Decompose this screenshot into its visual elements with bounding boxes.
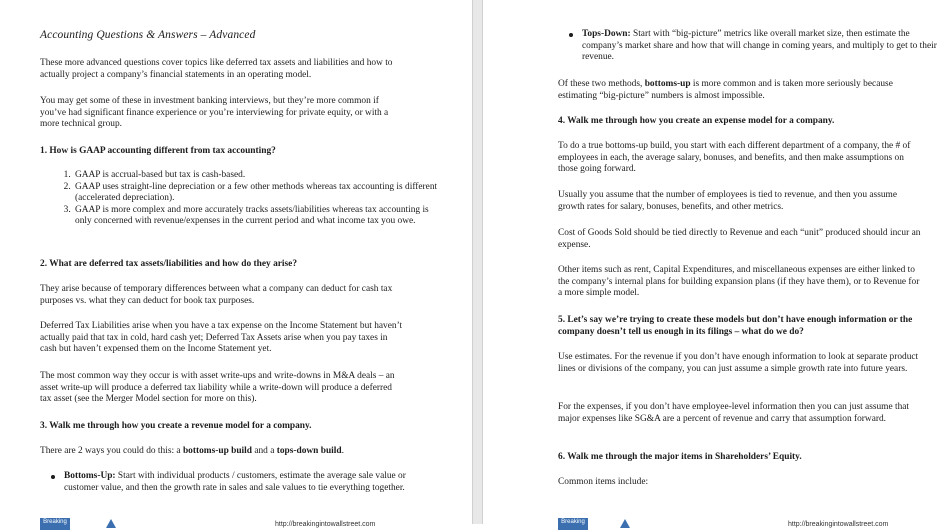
document-title: Accounting Questions & Answers – Advanced [40, 29, 256, 41]
question-5-heading: 5. Let’s say we’re trying to create these models but don’t have enough information or the company doesn’t tell us enough in its filings – what do we do? [558, 315, 913, 337]
question-4-heading: 4. Walk me through how you create an expense model for a company. [558, 116, 835, 126]
question-3-paragraph-1: There are 2 ways you could do this: a bottoms-up build and a tops-down build. [40, 446, 344, 456]
right-page [483, 0, 948, 528]
footer-logo-badge: Breaking [558, 518, 588, 530]
footer-logo-triangle-icon [620, 519, 630, 528]
question-4-paragraph-4: Other items such as rent, Capital Expenditures, and miscellaneous expenses are either linked to the company’s internal plans for building expansion plans (if they have them), or to Revenue for a more simple model. [558, 265, 920, 299]
question-2-paragraph-1: They arise because of temporary differences between what a company can deduct for cash tax purposes vs. what they can deduct for book tax purposes. [40, 284, 393, 306]
question-6-heading: 6. Walk me through the major items in Shareholders’ Equity. [558, 452, 802, 462]
question-4-paragraph-2: Usually you assume that the number of employees is tied to revenue, and then you assume growth rates for salary, bonuses, benefits, and other metrics. [558, 190, 897, 212]
question-4-paragraph-3: Cost of Goods Sold should be tied directly to Revenue and each “unit” produced should incur an expense. [558, 228, 921, 250]
revenue-build-list-continued [558, 29, 947, 64]
bullet-icon [51, 475, 55, 479]
question-2-heading: 2. What are deferred tax assets/liabilities and how do they arise? [40, 259, 298, 269]
question-4-paragraph-1: To do a true bottoms-up build, you start with each different department of a company, the # of employees in each, the average salary, bonuses, and benefits, and then make assumptions on those going forward. [558, 141, 911, 175]
left-page [0, 0, 472, 528]
methods-paragraph: Of these two methods, bottoms-up is more common and is taken more seriously because estimating “big-picture” numbers is almost impossible. [558, 79, 893, 101]
question-1-heading: 1. How is GAAP accounting different from tax accounting? [40, 146, 276, 156]
list-item: 3. GAAP is more complex and more accurately tracks assets/liabilities whereas tax accounting is only concerned with revenue/expenses in the current period and what income tax you owe. [73, 205, 438, 228]
list-item-tops-down: Tops-Down: Start with “big-picture” metrics like overall market size, then estimate the company’s market share and how that will change in coming years, and multiply to get to their revenue. [582, 29, 947, 64]
question-6-paragraph-1: Common items include: [558, 477, 649, 487]
page-gutter [472, 0, 483, 524]
question-5-paragraph-2: For the expenses, if you don’t have employee-level information then you can just assume that major expenses like SG&A are a percent of revenue and carry that assumption forward. [558, 402, 910, 424]
footer-logo-badge: Breaking [40, 518, 70, 530]
list-item: 1. GAAP is accrual-based but tax is cash-based. [73, 170, 438, 182]
footer-logo-triangle-icon [106, 519, 116, 528]
question-5-paragraph-1: Use estimates. For the revenue if you don’t have enough information to look at separate product lines or divisions of the company, you can just assume a simple growth rate into future years. [558, 352, 919, 374]
question-2-paragraph-2: Deferred Tax Liabilities arise when you have a tax expense on the Income Statement but haven’t actually paid that tax in cold, hard cash yet; Deferred Tax Assets arise when you pay taxes in cash but haven’t expensed them on the Income Statement yet. [40, 321, 403, 355]
revenue-build-list [40, 471, 429, 494]
question-2-paragraph-3: The most common way they occur is with asset write-ups and write-downs in M&A deals – an asset write-up will produce a deferred tax liability while a write-down will produce a deferred tax asset (see the Merger Model section for more on this). [40, 371, 395, 405]
question-3-heading: 3. Walk me through how you create a revenue model for a company. [40, 421, 312, 431]
footer-url: http://breakingintowallstreet.com [788, 521, 889, 528]
intro-paragraph-2: You may get some of these in investment banking interviews, but they’re more common if you’ve had significant finance experience or you’re interviewing for private equity, or with a more technical group. [40, 96, 389, 130]
question-1-list [40, 170, 438, 228]
list-item-bottoms-up: Bottoms-Up: Start with individual products / customers, estimate the average sale value or customer value, and then the growth rate in sales and sale values to tie everything together. [64, 471, 429, 494]
bullet-icon [569, 33, 573, 37]
list-item: 2. GAAP uses straight-line depreciation or a few other methods whereas tax accounting is different (accelerated depreciation). [73, 182, 438, 205]
intro-paragraph-1: These more advanced questions cover topics like deferred tax assets and liabilities and how to actually project a company’s financial statements in an operating model. [40, 58, 393, 80]
footer-url: http://breakingintowallstreet.com [275, 521, 376, 528]
